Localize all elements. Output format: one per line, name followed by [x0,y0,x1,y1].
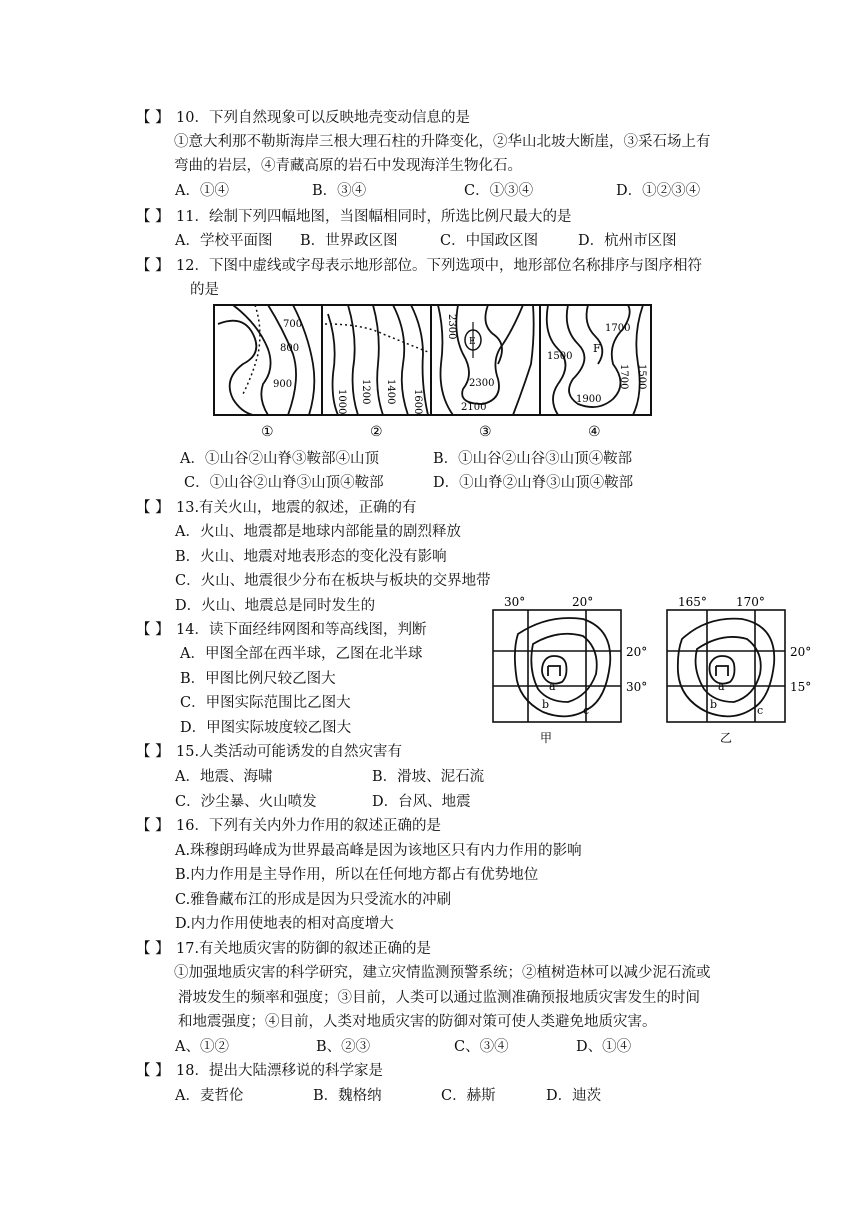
contour-label: 900 [273,379,293,390]
q13-option-c: C．火山、地震很少分布在板块与板块的交界地带 [175,573,491,589]
q14-title: 14．读下面经纬网图和等高线图，判断 [176,622,427,638]
q15-option-a: A．地震、海啸 [175,769,273,785]
graticule-figure-yi [662,594,832,746]
q11-option-b: B．世界政区图 [300,233,398,249]
q16-option-c: C.雅鲁藏布江的形成是因为只受流水的冲刷 [175,892,452,908]
q10-option-b: B．③④ [312,183,367,199]
answer-bracket: 【 】 [136,818,170,834]
q18-option-b: B．魏格纳 [313,1088,382,1104]
answer-bracket: 【 】 [136,622,170,638]
yi-point-b: b [710,698,718,711]
answer-bracket: 【 】 [136,1063,170,1079]
contour-label: 1500 [636,364,647,390]
jia-label-top-left: 30° [504,595,526,609]
q11-title: 11．绘制下列四幅地图，当图幅相同时，所选比例尺最大的是 [176,209,572,225]
q16-title: 16．下列有关内外力作用的叙述正确的是 [176,818,441,834]
q10-option-c: C．①③④ [464,183,534,199]
q11-option-c: C．中国政区图 [440,233,539,249]
panel-label-1: ① [261,424,274,438]
contour-label: 2300 [469,378,495,389]
q15-option-c: C．沙尘暴、火山喷发 [175,794,317,810]
q16-option-d: D.内力作用使地表的相对高度增大 [175,916,394,932]
answer-bracket: 【 】 [136,110,170,126]
answer-bracket: 【 】 [136,941,170,957]
jia-point-c: c [583,704,590,717]
yi-label-top-left: 165° [678,595,707,609]
yi-caption: 乙 [720,731,733,745]
yi-label-right-upper: 20° [790,645,812,659]
q13-title: 13.有关火山，地震的叙述，正确的有 [176,500,417,516]
q14-option-c: C．甲图实际范围比乙图大 [180,695,351,711]
panel-label-3: ③ [479,424,492,438]
jia-point-a: a [549,680,556,693]
answer-bracket: 【 】 [136,258,170,274]
yi-contours [678,619,774,717]
q12-option-d: D．①山脊②山脊③山顶④鞍部 [433,475,634,491]
contour-label: 2100 [461,402,487,413]
contour-figure [213,304,653,438]
answer-bracket: 【 】 [136,744,170,760]
q12-title: 12．下图中虚线或字母表示地形部位。下列选项中，地形部位名称排序与图序相符 [176,258,702,274]
jia-label-right-upper: 20° [626,645,648,659]
jia-label-top-right: 20° [572,595,594,609]
q13-option-a: A．火山、地震都是地球内部能量的剧烈释放 [175,524,461,540]
q18-option-d: D．迪茨 [546,1088,602,1104]
yi-label-top-right: 170° [736,595,765,609]
q16-option-b: B.内力作用是主导作用，所以在任何地方都占有优势地位 [175,867,539,883]
q16-option-a: A.珠穆朗玛峰成为世界最高峰是因为该地区只有内力作用的影响 [175,843,582,859]
contour-label: 1700 [605,323,631,334]
q14-option-d: D．甲图实际坡度较乙图大 [180,720,352,736]
q17-option-c: C、③④ [454,1039,509,1055]
q17-option-d: D、①④ [576,1039,632,1055]
q10-stem-line1: ①意大利那不勒斯海岸三根大理石柱的升降变化，②华山北坡大断崖，③采石场上有 [174,134,711,150]
q18-title: 18．提出大陆漂移说的科学家是 [176,1063,383,1079]
panel-label-4: ④ [588,424,601,438]
panel-4-letter: F [593,342,601,355]
contour-label: 1000 [336,389,347,415]
answer-bracket: 【 】 [136,500,170,516]
contour-label: 1400 [385,379,396,405]
contour-label: 1200 [360,379,371,405]
jia-point-b: b [542,698,550,711]
q15-option-d: D．台风、地震 [372,794,471,810]
q17-option-b: B、②③ [316,1039,371,1055]
q18-option-c: C．赫斯 [441,1088,496,1104]
q17-stem-line1: ①加强地质灾害的科学研究，建立灾情监测预警系统；②植树造林可以减少泥石流或 [174,965,711,981]
yi-label-right-lower: 15° [790,680,812,694]
q18-option-a: A．麦哲伦 [175,1088,244,1104]
jia-label-right-lower: 30° [626,680,648,694]
q17-option-a: A、①② [175,1039,229,1055]
graticule-figure-jia [488,594,658,746]
contour-label: 700 [283,319,303,330]
q14-option-b: B．甲图比例尺较乙图大 [180,671,336,687]
q15-title: 15.人类活动可能诱发的自然灾害有 [176,744,403,760]
panel-2-dotted-line [325,324,428,352]
contour-label: 2300 [446,314,457,340]
yi-point-c: c [757,704,764,717]
contour-label: 1600 [412,389,423,415]
q13-option-b: B．火山、地震对地表形态的变化没有影响 [175,549,447,565]
answer-bracket: 【 】 [136,209,170,225]
q15-option-b: B．滑坡、泥石流 [372,769,485,785]
q10-stem-line2: 弯曲的岩层，④青藏高原的岩石中发现海洋生物化石。 [174,158,522,174]
q11-option-d: D．杭州市区图 [578,233,677,249]
q10-option-d: D．①②③④ [616,183,701,199]
panel-1-dotted-line [243,305,260,394]
contour-label: 1700 [618,364,629,390]
contour-label: 800 [280,343,300,354]
q14-option-a: A．甲图全部在西半球，乙图在北半球 [180,646,423,662]
q12-option-a: A．①山谷②山脊③鞍部④山顶 [180,451,379,467]
q17-stem-line3: 和地震强度；④目前，人类对地质灾害的防御对策可使人类避免地质灾害。 [178,1014,657,1030]
panel-label-2: ② [370,424,383,438]
q17-stem-line2: 滑坡发生的频率和强度；③目前，人类可以通过监测准确预报地质灾害发生的时间 [178,990,700,1006]
q10-option-a: A．①④ [175,183,229,199]
q12-option-c: C．①山谷②山脊③山顶④鞍部 [184,475,384,491]
q12-title-cont: 的是 [190,282,219,298]
q12-option-b: B．①山谷②山谷③山顶④鞍部 [433,451,633,467]
jia-contours [515,618,610,716]
q10-title: 10．下列自然现象可以反映地壳变动信息的是 [176,110,470,126]
contour-label: 1900 [576,394,602,405]
yi-point-a: a [718,680,725,693]
panel-3-letter: E [469,337,476,347]
q17-title: 17.有关地质灾害的防御的叙述正确的是 [176,941,432,957]
jia-caption: 甲 [540,731,553,745]
q13-option-d: D．火山、地震总是同时发生的 [175,598,376,614]
q11-option-a: A．学校平面图 [175,233,273,249]
contour-label: 1500 [547,351,573,362]
